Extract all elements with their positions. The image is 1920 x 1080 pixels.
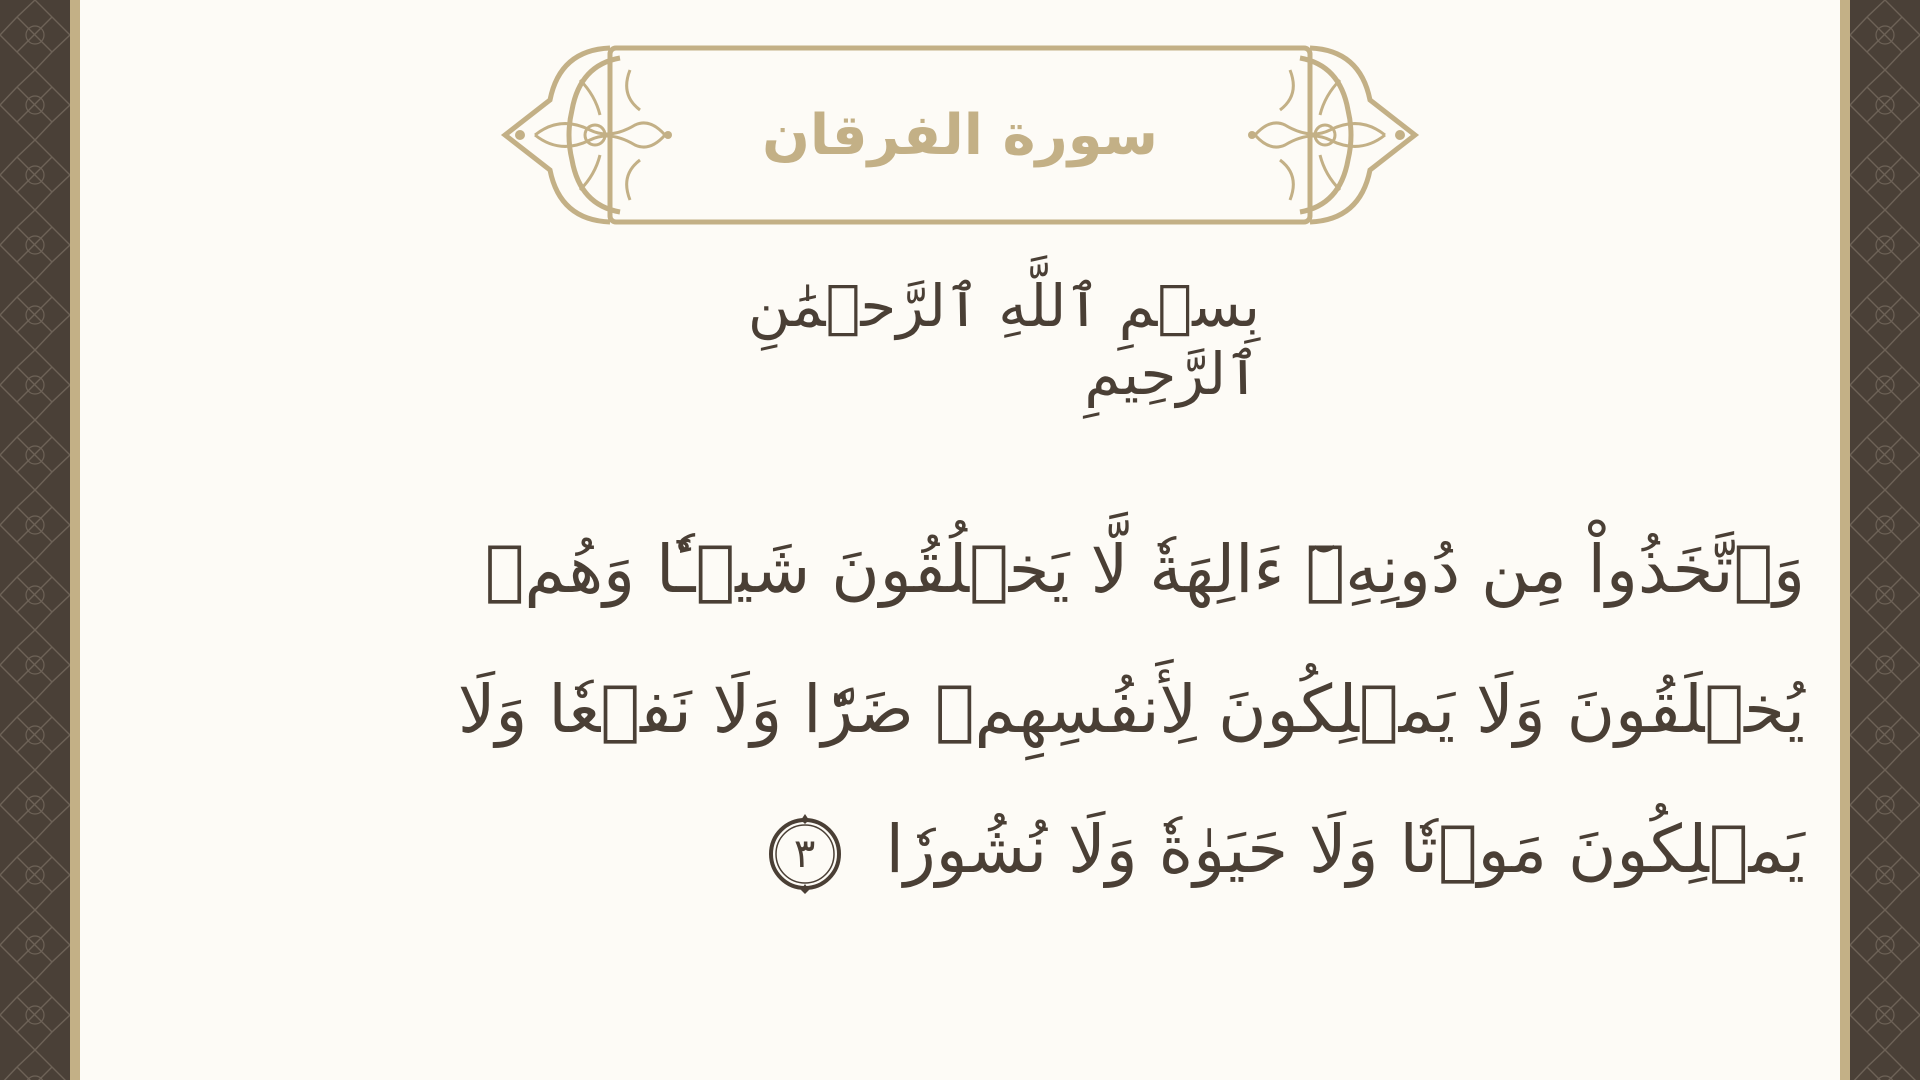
left-gold-rule-inner bbox=[80, 0, 84, 1080]
right-pattern-border bbox=[1850, 0, 1920, 1080]
basmala: بِسۡمِ ٱللَّهِ ٱلرَّحۡمَٰنِ ٱلرَّحِيمِ bbox=[747, 272, 1260, 408]
ayah-number: ٣ bbox=[793, 830, 816, 877]
verse-text-block bbox=[260, 500, 1805, 920]
left-gold-rule bbox=[70, 0, 80, 1080]
left-pattern-border bbox=[0, 0, 70, 1080]
right-gold-rule bbox=[1840, 0, 1850, 1080]
surah-header-frame bbox=[500, 40, 1420, 230]
verse-text: وَٱتَّخَذُواْ مِن دُونِهِۦٓ ءَالِهَةٗ لَّا يَخۡلُقُونَ شَيۡـٔٗا وَهُمۡ يُخۡلَقُونَ وَلَا يَمۡلِكُونَ لِأَنفُسِهِمۡ ضَرّٗا وَلَا نَفۡعٗا وَلَا يَمۡلِكُونَ مَوۡتٗا وَلَا حَيَوٰةٗ وَلَا نُشُورٗا bbox=[457, 531, 1805, 888]
ayah-end-marker-icon bbox=[763, 812, 847, 896]
surah-title: سورة الفرقان bbox=[762, 102, 1158, 168]
